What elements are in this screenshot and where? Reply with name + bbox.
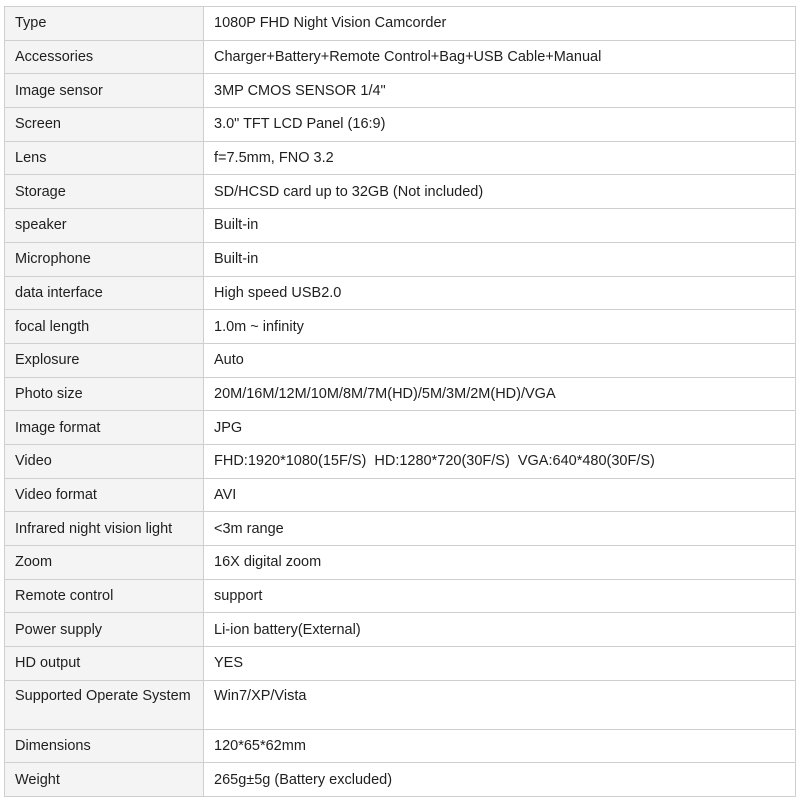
spec-value: FHD:1920*1080(15F/S) HD:1280*720(30F/S) VGA:640*480(30F/S) — [204, 444, 796, 478]
spec-value: Auto — [204, 343, 796, 377]
table-row — [5, 579, 796, 613]
spec-value: support — [204, 579, 796, 613]
table-row — [5, 310, 796, 344]
spec-value: f=7.5mm, FNO 3.2 — [204, 141, 796, 175]
spec-label: data interface — [5, 276, 204, 310]
spec-label: Weight — [5, 763, 204, 797]
spec-label: Image sensor — [5, 74, 204, 108]
table-row — [5, 647, 796, 681]
spec-label: Type — [5, 7, 204, 41]
table-row — [5, 729, 796, 763]
spec-value: Built-in — [204, 242, 796, 276]
table-row — [5, 7, 796, 41]
spec-label: Storage — [5, 175, 204, 209]
table-row — [5, 74, 796, 108]
table-row — [5, 546, 796, 580]
spec-label: Remote control — [5, 579, 204, 613]
spec-label: HD output — [5, 647, 204, 681]
spec-value: 20M/16M/12M/10M/8M/7M(HD)/5M/3M/2M(HD)/VGA — [204, 377, 796, 411]
spec-label: Zoom — [5, 546, 204, 580]
spec-value: Win7/XP/Vista — [204, 680, 796, 729]
spec-table-body — [5, 7, 796, 797]
spec-label: Accessories — [5, 40, 204, 74]
spec-value: <3m range — [204, 512, 796, 546]
spec-label: Screen — [5, 108, 204, 142]
table-row — [5, 680, 796, 729]
spec-value: AVI — [204, 478, 796, 512]
table-row — [5, 108, 796, 142]
table-row — [5, 209, 796, 243]
spec-label: Infrared night vision light — [5, 512, 204, 546]
table-row — [5, 444, 796, 478]
spec-value: Built-in — [204, 209, 796, 243]
spec-label: Explosure — [5, 343, 204, 377]
spec-value: Li-ion battery(External) — [204, 613, 796, 647]
spec-label: Power supply — [5, 613, 204, 647]
table-row — [5, 141, 796, 175]
spec-value: 120*65*62mm — [204, 729, 796, 763]
table-row — [5, 377, 796, 411]
table-row — [5, 242, 796, 276]
table-row — [5, 763, 796, 797]
spec-value: Charger+Battery+Remote Control+Bag+USB Cable+Manual — [204, 40, 796, 74]
table-row — [5, 343, 796, 377]
spec-label: Photo size — [5, 377, 204, 411]
spec-value: 3MP CMOS SENSOR 1/4" — [204, 74, 796, 108]
spec-value: 1080P FHD Night Vision Camcorder — [204, 7, 796, 41]
spec-table — [4, 6, 796, 797]
spec-label: speaker — [5, 209, 204, 243]
spec-value: SD/HCSD card up to 32GB (Not included) — [204, 175, 796, 209]
spec-label: Dimensions — [5, 729, 204, 763]
spec-label: Lens — [5, 141, 204, 175]
spec-label: Image format — [5, 411, 204, 445]
table-row — [5, 175, 796, 209]
table-row — [5, 613, 796, 647]
table-row — [5, 276, 796, 310]
spec-value: 265g±5g (Battery excluded) — [204, 763, 796, 797]
table-row — [5, 512, 796, 546]
table-row — [5, 411, 796, 445]
spec-value: High speed USB2.0 — [204, 276, 796, 310]
spec-label: focal length — [5, 310, 204, 344]
spec-value: 3.0" TFT LCD Panel (16:9) — [204, 108, 796, 142]
spec-label: Microphone — [5, 242, 204, 276]
spec-label: Video — [5, 444, 204, 478]
spec-value: JPG — [204, 411, 796, 445]
spec-value: YES — [204, 647, 796, 681]
spec-label: Supported Operate System — [5, 680, 204, 729]
spec-value: 16X digital zoom — [204, 546, 796, 580]
table-row — [5, 40, 796, 74]
table-row — [5, 478, 796, 512]
spec-label: Video format — [5, 478, 204, 512]
spec-value: 1.0m ~ infinity — [204, 310, 796, 344]
